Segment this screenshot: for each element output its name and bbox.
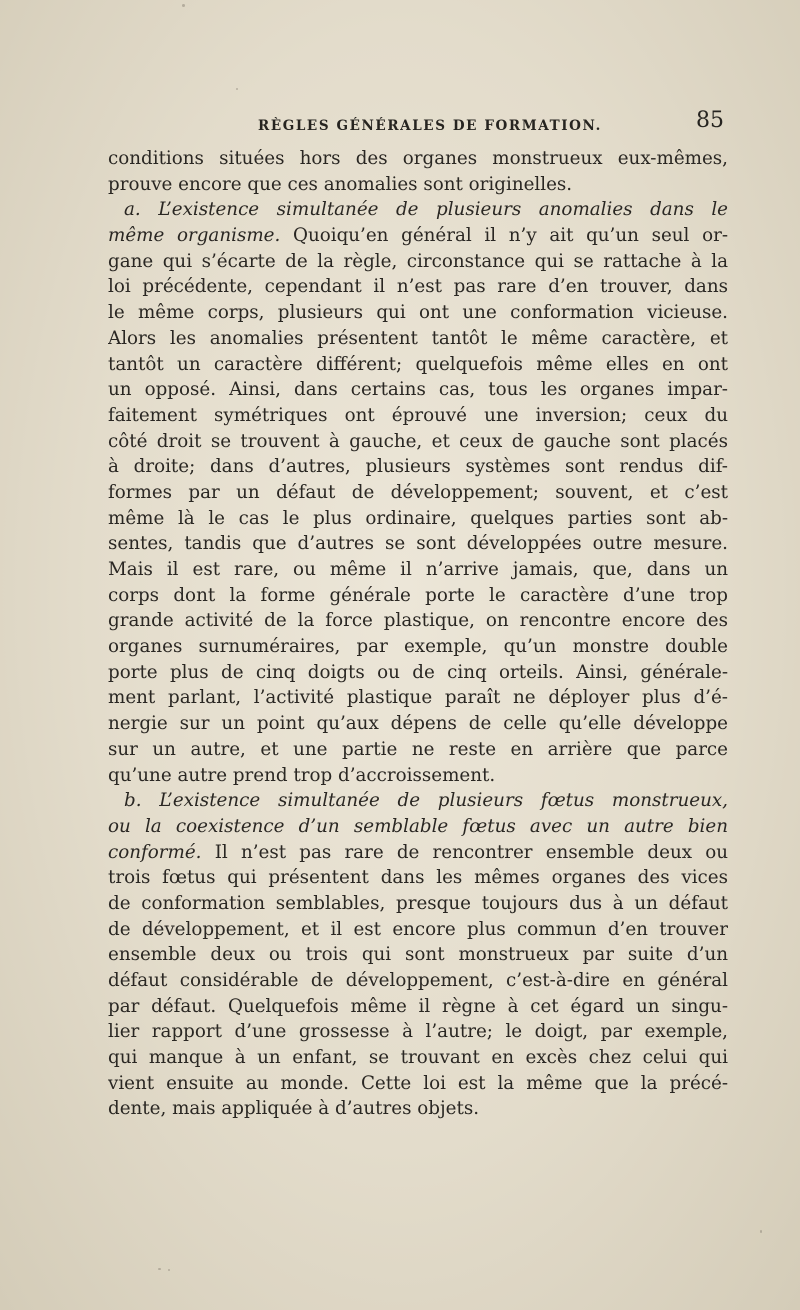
text-run: défaut considérable de développement, c’est-à-dire en général bbox=[108, 970, 728, 991]
text-run: tantôt un caractère différent; quelquefois même elles en ont bbox=[108, 353, 728, 375]
text-run: par défaut. Quelquefois même il règne à cet égard un singu- bbox=[108, 995, 728, 1017]
text-run: organes surnuméraires, par exemple, qu’un monstre double bbox=[108, 636, 728, 658]
text-run: de développement, et il est encore plus commun d’en trouver bbox=[108, 918, 728, 940]
text-line bbox=[108, 300, 728, 326]
text-run: côté droit se trouvent à gauche, et ceux de gauche sont placés bbox=[108, 430, 728, 452]
text-run: sur un autre, et une partie ne reste en arrière que parce bbox=[108, 738, 728, 760]
text-run: de conformation semblables, presque toujours dus à un défaut bbox=[108, 892, 728, 914]
text-line bbox=[108, 454, 728, 480]
text-line bbox=[108, 660, 728, 686]
text-line bbox=[108, 865, 728, 891]
italic-text: b. L’existence simultanée de plusieurs fœtus monstrueux, bbox=[124, 790, 728, 812]
page-header bbox=[108, 104, 726, 140]
text-run: le même corps, plusieurs qui ont une conformation vicieuse. bbox=[108, 302, 728, 324]
text-line bbox=[108, 557, 728, 583]
text-run: Mais il est rare, ou même il n’arrive jamais, que, dans un bbox=[108, 559, 728, 580]
text-run: un opposé. Ainsi, dans certains cas, tous les organes impar- bbox=[108, 379, 728, 401]
text-line bbox=[108, 840, 728, 866]
text-line bbox=[108, 968, 728, 994]
text-run: Il n’est pas rare de rencontrer ensemble deux ou bbox=[201, 841, 728, 863]
text-run: prouve encore que ces anomalies sont originelles. bbox=[108, 173, 573, 195]
text-run: grande activité de la force plastique, on rencontre encore des bbox=[108, 610, 728, 632]
text-run: ment parlant, l’activité plastique paraît ne déployer plus d’é- bbox=[108, 687, 728, 709]
text-line bbox=[108, 1071, 728, 1097]
text-line bbox=[108, 685, 728, 711]
text-run: loi précédente, cependant il n’est pas rare d’en trouver, dans bbox=[108, 276, 728, 298]
italic-text: a. L’existence simultanée de plusieurs anomalies dans le bbox=[124, 199, 728, 221]
paper-speck bbox=[158, 1268, 161, 1270]
italic-text: conformé. bbox=[108, 841, 202, 863]
text-line bbox=[108, 994, 728, 1020]
paper-speck bbox=[168, 1269, 170, 1271]
text-line bbox=[108, 1019, 728, 1045]
text-run: à droite; dans d’autres, plusieurs systèmes sont rendus dif- bbox=[108, 456, 728, 478]
text-line bbox=[108, 763, 728, 789]
text-run: conditions situées hors des organes monstrueux eux-mêmes, bbox=[108, 148, 728, 169]
text-line bbox=[108, 377, 728, 403]
text-run: même là le cas le plus ordinaire, quelques parties sont ab- bbox=[108, 507, 728, 529]
text-line bbox=[108, 146, 728, 172]
text-run: Alors les anomalies présentent tantôt le même caractère, et bbox=[108, 327, 728, 349]
paper-speck bbox=[182, 4, 185, 7]
text-run: dente, mais appliquée à d’autres objets. bbox=[108, 1098, 480, 1120]
text-line bbox=[108, 1045, 728, 1071]
text-run: sentes, tandis que d’autres se sont développées outre mesure. bbox=[108, 533, 728, 555]
text-line bbox=[108, 506, 728, 532]
text-run: qui manque à un enfant, se trouvant en excès chez celui qui bbox=[108, 1047, 728, 1069]
text-line bbox=[108, 917, 728, 943]
text-line bbox=[108, 326, 728, 352]
text-line bbox=[108, 788, 728, 814]
text-run: Quoiqu’en général il n’y ait qu’un seul or- bbox=[280, 225, 728, 247]
text-line bbox=[108, 249, 728, 275]
text-run: vient ensuite au monde. Cette loi est la même que la précé- bbox=[108, 1072, 728, 1094]
text-line bbox=[108, 480, 728, 506]
text-run: porte plus de cinq doigts ou de cinq orteils. Ainsi, générale- bbox=[108, 661, 728, 683]
page-number: 85 bbox=[696, 108, 724, 133]
text-line bbox=[108, 608, 728, 634]
text-run: faitement symétriques ont éprouvé une inversion; ceux du bbox=[108, 404, 728, 426]
text-line bbox=[108, 172, 728, 198]
text-run: ensemble deux ou trois qui sont monstrueux par suite d’un bbox=[108, 944, 728, 966]
text-line bbox=[108, 634, 728, 660]
text-line bbox=[108, 531, 728, 557]
text-run: gane qui s’écarte de la règle, circonstance qui se rattache à la bbox=[108, 250, 728, 272]
text-line bbox=[108, 891, 728, 917]
paper-speck bbox=[236, 88, 238, 90]
text-line bbox=[108, 352, 728, 378]
text-run: nergie sur un point qu’aux dépens de celle qu’elle développe bbox=[108, 713, 728, 735]
text-line bbox=[108, 274, 728, 300]
running-title: RÈGLES GÉNÉRALES DE FORMATION. bbox=[258, 118, 602, 134]
text-run: qu’une autre prend trop d’accroissement. bbox=[108, 764, 496, 786]
italic-text: ou la coexistence d’un semblable fœtus avec un autre bien bbox=[108, 815, 728, 837]
text-run: corps dont la forme générale porte le caractère d’une trop bbox=[108, 584, 728, 606]
body-text bbox=[108, 146, 728, 1122]
text-line bbox=[108, 814, 728, 840]
text-line bbox=[108, 223, 728, 249]
text-line bbox=[108, 403, 728, 429]
text-line bbox=[108, 197, 728, 223]
text-line bbox=[108, 1096, 728, 1122]
text-run: lier rapport d’une grossesse à l’autre; le doigt, par exemple, bbox=[108, 1021, 728, 1043]
text-line bbox=[108, 711, 728, 737]
paper-speck bbox=[760, 1230, 762, 1233]
text-line bbox=[108, 429, 728, 455]
text-line bbox=[108, 737, 728, 763]
text-line bbox=[108, 942, 728, 968]
text-run: formes par un défaut de développement; souvent, et c’est bbox=[108, 481, 728, 503]
text-run: trois fœtus qui présentent dans les mêmes organes des vices bbox=[108, 867, 728, 889]
text-line bbox=[108, 583, 728, 609]
italic-text: même organisme. bbox=[108, 225, 281, 247]
